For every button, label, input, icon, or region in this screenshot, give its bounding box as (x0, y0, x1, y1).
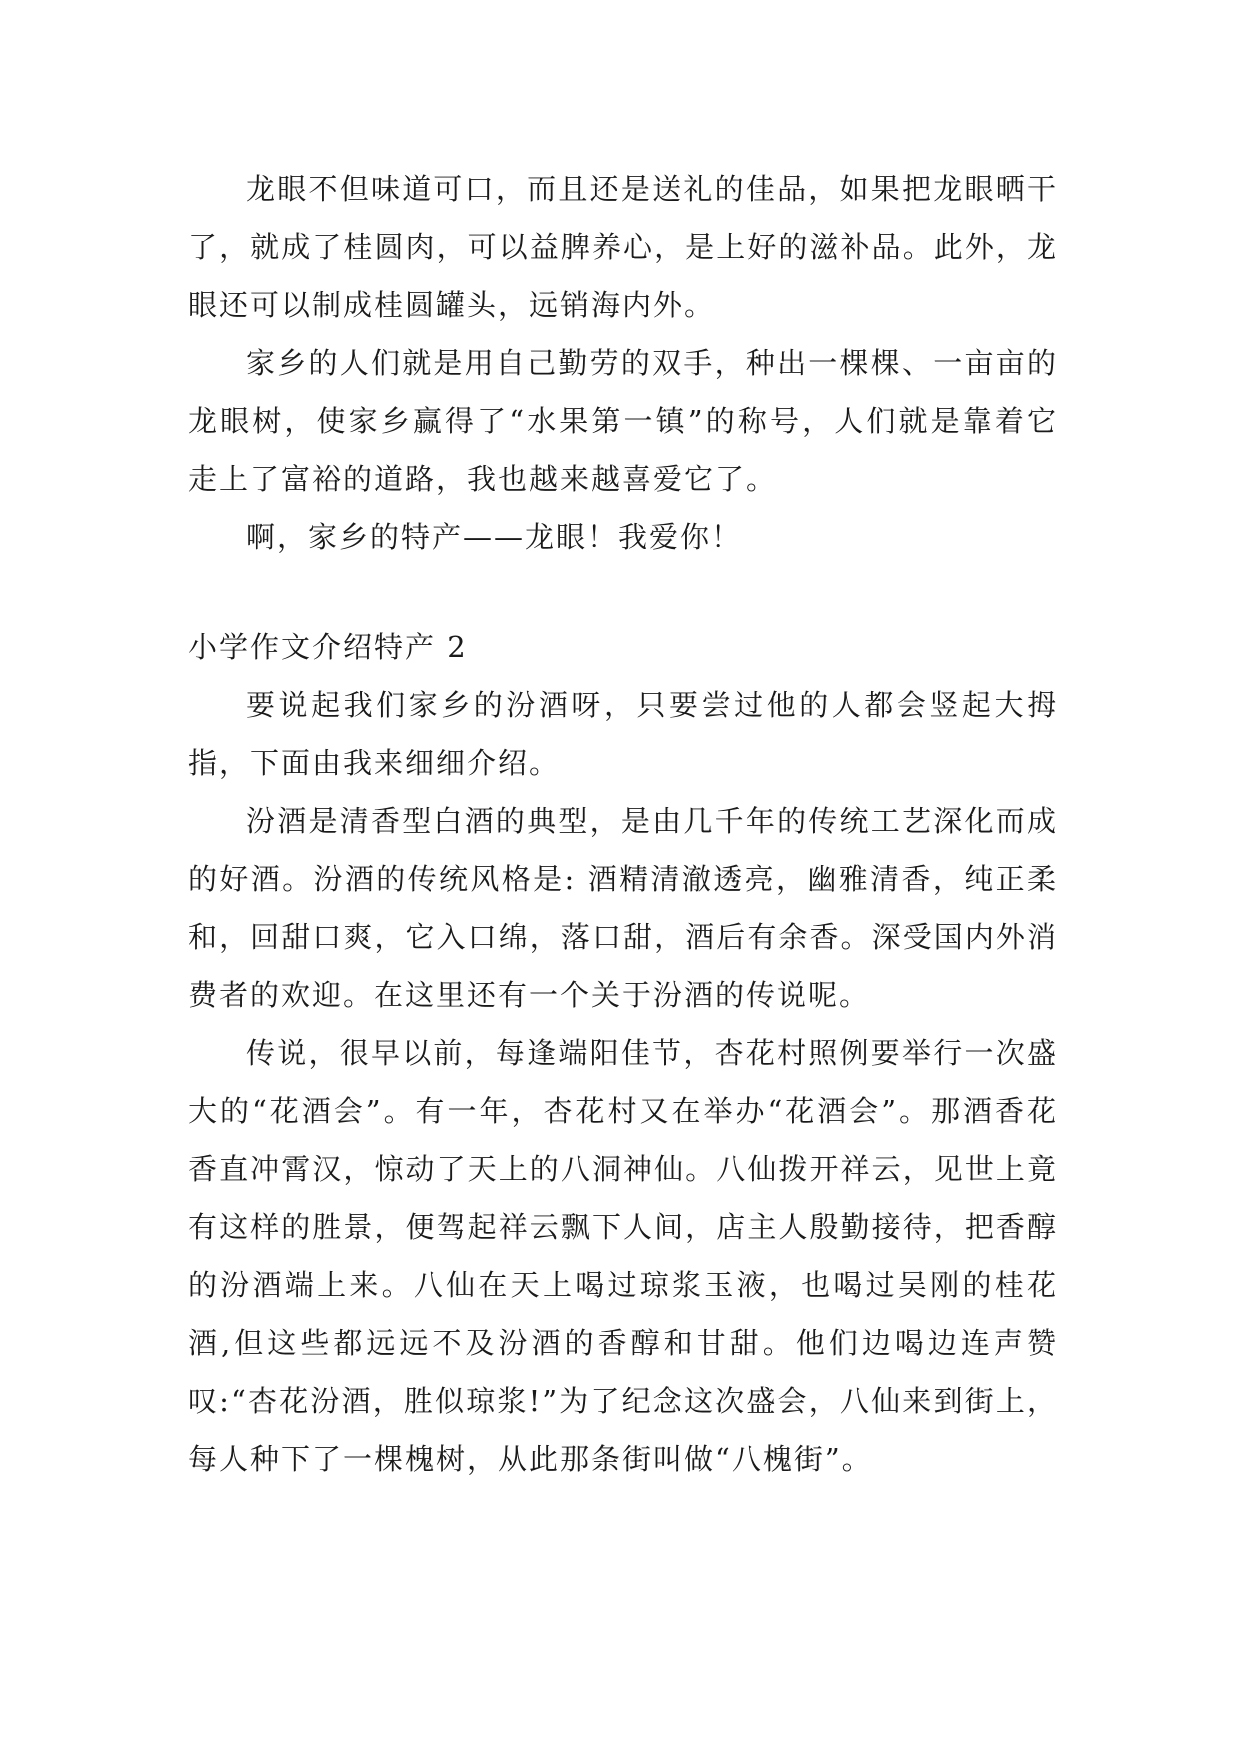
paragraph-fenjiu-legend: 传说，很早以前，每逢端阳佳节，杏花村照例要举行一次盛大的“花酒会”。有一年，杏花村又在举办“花酒会”。那酒香花香直冲霄汉，惊动了天上的八洞神仙。八仙拨开祥云，见世上竟有这样的胜景，便驾起祥云飘下人间，店主人殷勤接待，把香醇的汾酒端上来。八仙在天上喝过琼浆玉液，也喝过吴刚的桂花酒,但这些都远远不及汾酒的香醇和甘甜。他们边喝边连声赞叹:“杏花汾酒，胜似琼浆!”为了纪念这次盛会，八仙来到街上，每人种下了一棵槐树，从此那条街叫做“八槐街”。 (188, 1036, 1058, 1476)
paragraph-longan-exclaim: 啊，家乡的特产——龙眼！我爱你！ (246, 520, 743, 554)
paragraph-fenjiu-style: 汾酒是清香型白酒的典型，是由几千年的传统工艺深化而成的好酒。汾酒的传统风格是: 酒精清澈透亮，幽雅清香，纯正柔和，回甜口爽，它入口绵，落口甜，酒后有余香。深受国内外消费者的欢迎。在这里还有一个关于汾酒的传说呢。 (188, 804, 1058, 1012)
paragraph-longan-trees: 家乡的人们就是用自己勤劳的双手，种出一棵棵、一亩亩的龙眼树，使家乡赢得了“水果第一镇”的称号，人们就是靠着它走上了富裕的道路，我也越来越喜爱它了。 (188, 346, 1058, 496)
paragraph-longan-gift: 龙眼不但味道可口，而且还是送礼的佳品，如果把龙眼晒干了，就成了桂圆肉，可以益脾养心，是上好的滋补品。此外，龙眼还可以制成桂圆罐头，远销海内外。 (188, 172, 1058, 322)
paragraph-fenjiu-intro: 要说起我们家乡的汾酒呀，只要尝过他的人都会竖起大拇指，下面由我来细细介绍。 (188, 688, 1058, 780)
section-title: 小学作文介绍特产 2 (188, 630, 468, 664)
document-page (188, 160, 1058, 1488)
